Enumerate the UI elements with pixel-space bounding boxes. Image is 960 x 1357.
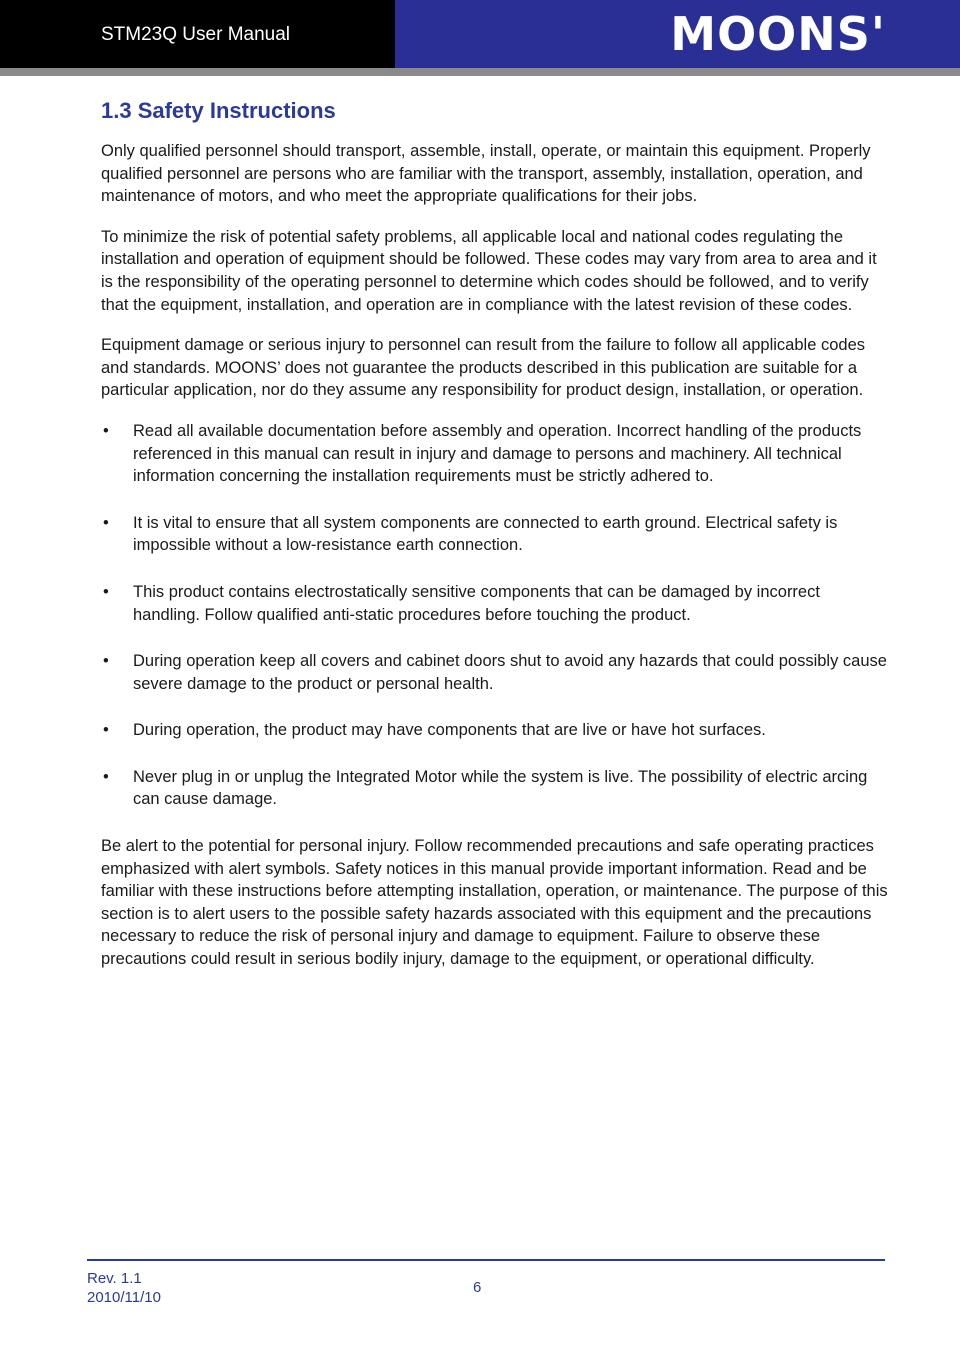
footer-revision: Rev. 1.1 xyxy=(87,1270,142,1287)
bullet-icon: • xyxy=(103,721,109,740)
paragraph-alert-symbols: Be alert to the potential for personal injury. Follow recommended precautions and safe operating practices emphasized with alert symbols. Safety notices in this manual provide important information. Read and be familiar with these instructions before attempting installation, operation, or maintenance. The purpose of this section is to alert users to the possible safety hazards associated with this equipment and the precautions necessary to reduce the risk of personal injury and damage to equipment. Failure to observe these precautions could result in serious bodily injury, damage to the equipment, or operational difficulty. xyxy=(101,837,888,969)
bullet-icon: • xyxy=(103,582,109,601)
list-item xyxy=(101,512,891,557)
paragraph-damage-disclaimer: Equipment damage or serious injury to personnel can result from the failure to follow all applicable codes and standards. MOONS’ does not guarantee the products described in this publication are suitable for a particular application, nor do they assume any responsibility for product design, installation, or operation. xyxy=(101,336,865,400)
bullet-icon: • xyxy=(103,513,109,532)
list-item xyxy=(101,719,891,742)
list-item xyxy=(101,420,891,488)
list-item xyxy=(101,766,891,811)
bullet-icon: • xyxy=(103,421,109,440)
bullet-text: This product contains electrostatically sensitive components that can be damaged by incorrect handling. Follow qualified anti-static procedures before touching the product. xyxy=(133,582,820,624)
bullet-text: Never plug in or unplug the Integrated Motor while the system is live. The possibility of electric arcing can cause damage. xyxy=(133,767,868,809)
footer-date: 2010/11/10 xyxy=(87,1289,161,1306)
page-number: 6 xyxy=(473,1279,482,1296)
bullet-text: Read all available documentation before assembly and operation. Incorrect handling of the products referenced in this manual can result in injury and damage to persons and machinery. All technical information concerning the installation requirements must be strictly adhered to. xyxy=(133,421,862,486)
paragraph-codes: To minimize the risk of potential safety problems, all applicable local and national codes regulating the installation and operation of equipment should be followed. These codes may vary from area to area and it is the responsibility of the operating personnel to determine which codes should be followed, and to verify that the equipment, installation, and operation are in compliance with the latest revision of these codes. xyxy=(101,227,877,314)
document-title: STM23Q User Manual xyxy=(101,24,291,45)
bullet-text: It is vital to ensure that all system components are connected to earth ground. Electrical safety is impossible without a low-resistance earth connection. xyxy=(133,513,838,555)
moons-logo: MOONS' xyxy=(670,7,886,61)
safety-bullet-list xyxy=(101,420,891,811)
bullet-text: During operation, the product may have components that are live or have hot surfaces. xyxy=(133,721,766,740)
paragraph-qualified-personnel: Only qualified personnel should transport, assemble, install, operate, or maintain this equipment. Properly qualified personnel are persons who are familiar with the transport, assembly, installation, operation, and maintenance of motors, and who meet the appropriate qualifications for their jobs. xyxy=(101,142,871,206)
page-header xyxy=(0,0,960,68)
section-title: 1.3 Safety Instructions xyxy=(101,98,336,123)
footer-divider xyxy=(87,1259,885,1261)
bullet-icon: • xyxy=(103,767,109,786)
bullet-text: During operation keep all covers and cabinet doors shut to avoid any hazards that could possibly cause severe damage to the product or personal health. xyxy=(133,652,887,693)
bullet-icon: • xyxy=(103,652,109,671)
list-item xyxy=(101,581,891,626)
page-content xyxy=(101,98,891,989)
list-item xyxy=(101,650,891,695)
header-gray-bar xyxy=(0,68,960,76)
